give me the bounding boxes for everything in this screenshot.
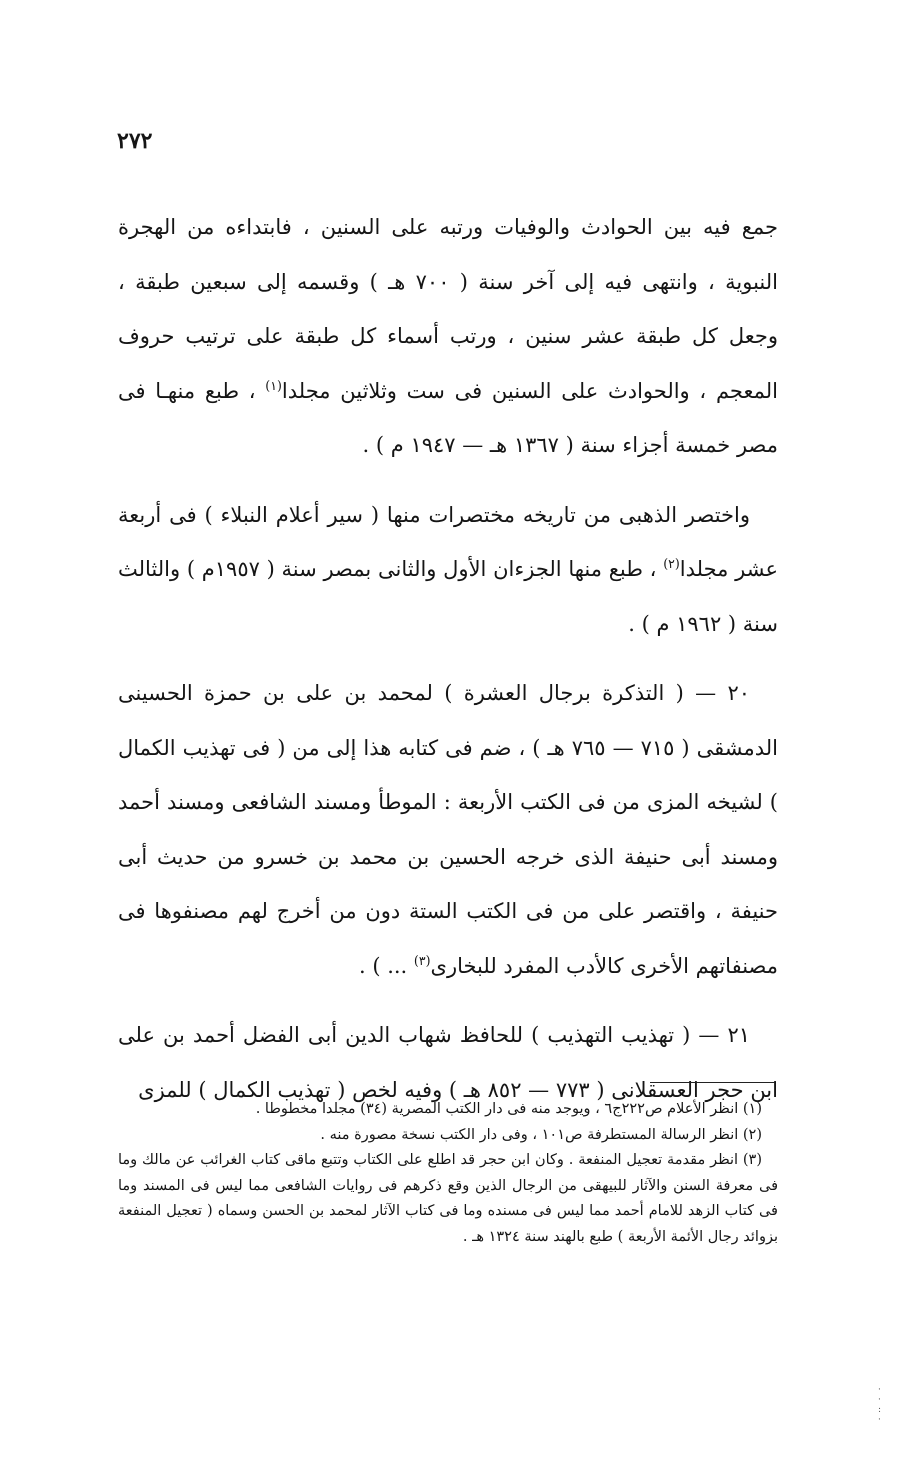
margin-speckle: · · : ·	[878, 1385, 882, 1425]
paragraph-1: جمع فيه بين الحوادث والوفيات ورتبه على السنين ، فابتداءه من الهجرة النبوية ، وانتهى فيه إلى آخر سنة ( ٧٠٠ هـ ) وقسمه إلى سبعين طبقة ، وجعل كل طبقة عشر سنين ، ورتب أسماء كل طبقة على ترتيب حروف المعجم ، والحوادث على السنين فى ست وثلاثين مجلدا$^{(١)}$ ، طبع منهـا فى مصر خمسة أجزاء سنة ( ١٣٦٧ هـ — ١٩٤٧ م ) .	[118, 215, 778, 457]
paragraph-entry-21: ٢١ — ( تهذيب التهذيب ) للحافظ شهاب الدين أبى الفضل أحمد بن على ابن حجر العسقلانى ( ٧٧٣ — ٨٥٢ هـ ) وفيه لخص ( تهذيب الكمال ) للمزى	[118, 1023, 778, 1102]
footnotes	[118, 1097, 778, 1250]
footnote-separator	[650, 1082, 775, 1083]
footnote-ref-1: (١)	[265, 377, 282, 393]
footnote-3: (٣) انظر مقدمة تعجيل المنفعة . وكان ابن حجر قد اطلع على الكتاب وتتبع ماقى كتاب الغرائب عن مالك وما فى معرفة السنن والآثار للبيهقى من الرجال الذين وقع ذكرهم فى روايات الشافعى مما ليس فى المسند وما فى كتاب الزهد للامام أحمد مما ليس فى مسنده وما فى كتاب الآثار لمحمد بن الحسن وسماه ( تعجيل المنفعة بزوائد رجال الأئمة الأربعة ) طبع بالهند سنة ١٣٢٤ هـ .	[118, 1152, 778, 1245]
footnote-2: (٢) انظر الرسالة المستطرفة ص١٠١ ، وفى دار الكتب نسخة مصورة منه .	[320, 1126, 762, 1143]
footnote-ref-2: (٢)	[663, 556, 680, 571]
paragraph-2: واختصر الذهبى من تاريخه مختصرات منها ( سير أعلام النبلاء ) فى أربعة عشر مجلدا$^{(٢)}$ ، طبع منها الجزءان الأول والثانى بمصر سنة ( ١٩٥٧م ) والثالث سنة ( ١٩٦٢ م ) .	[118, 502, 778, 636]
footnote-1: (١) انظر الأعلام ص٢٢٢ج٦ ، ويوجد منه فى دار الكتب المصرية (٣٤) مجلدا مخطوطا .	[255, 1101, 762, 1117]
page-number: ٢٧٢	[117, 128, 153, 154]
main-text	[118, 200, 778, 1132]
paragraph-entry-20: ٢٠ — ( التذكرة برجال العشرة ) لمحمد بن على بن حمزة الحسينى الدمشقى ( ٧١٥ — ٧٦٥ هـ ) ، ضم فى كتابه هذا إلى من ( فى تهذيب الكمال ) لشيخه المزى من فى الكتب الأربعة : الموطأ ومسند الشافعى ومسند أحمد ومسند أبى حنيفة الذى خرجه الحسين بن محمد بن خسرو من حديث أبى حنيفة ، واقتصر على من فى الكتب الستة دون من أخرج لهم مصنفوها فى مصنفاتهم الأخرى كالأدب المفرد للبخارى$^{(٣)}$ ... ) .	[118, 681, 778, 978]
footnote-ref-3: (٣)	[413, 952, 431, 968]
